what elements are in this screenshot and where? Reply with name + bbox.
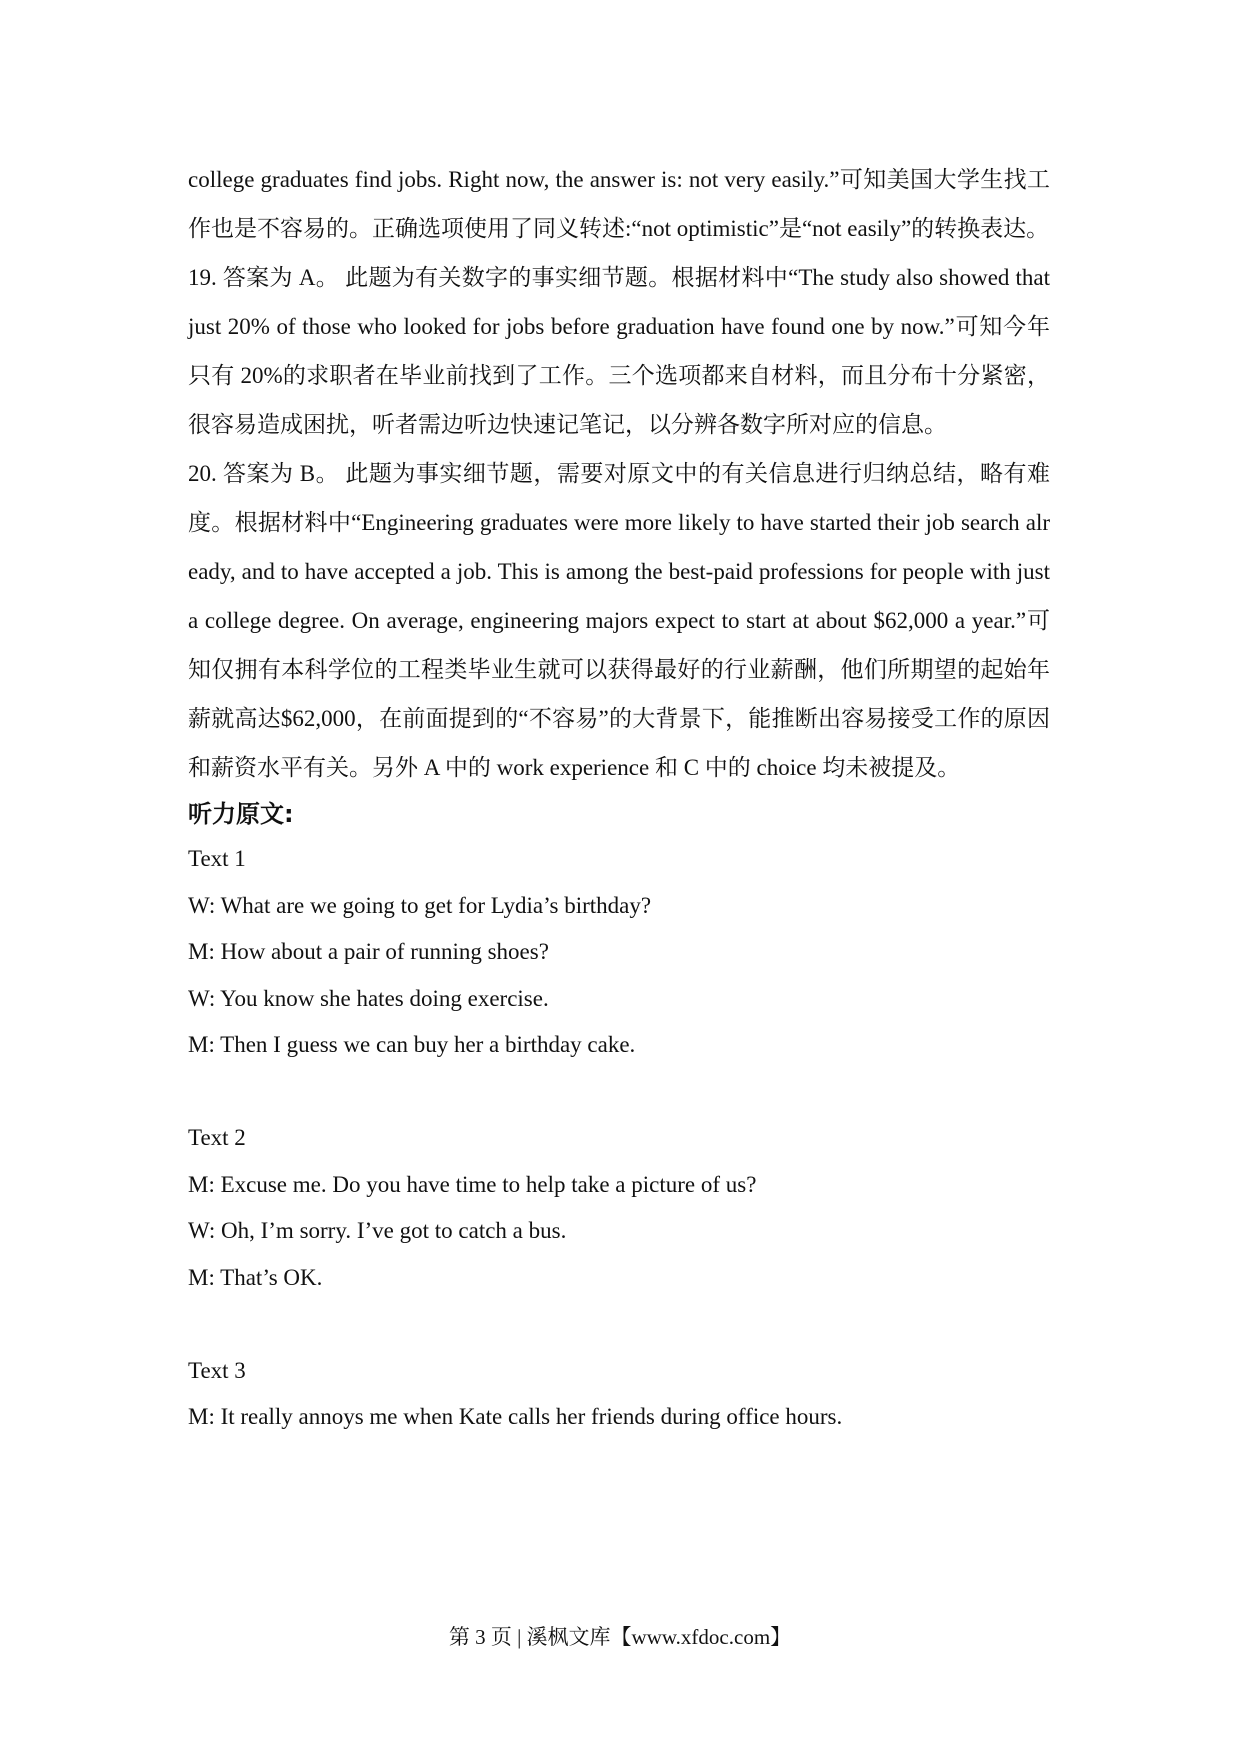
text-3-title: Text 3	[188, 1357, 246, 1383]
page-footer: 第 3 页 | 溪枫文库【www.xfdoc.com】	[448, 1625, 792, 1649]
spacer	[188, 1069, 1050, 1116]
paragraph-answer-18-continued: college graduates find jobs. Right now, the answer is: not very easily.”可知美国大学生找工作也是不容易的。正确选项使用了同义转述:“not optimistic”是“not easily”的转换表达。	[188, 167, 1050, 241]
paragraph-answer-19: 19. 答案为 A。 此题为有关数字的事实细节题。根据材料中“The study also showed that just 20% of those who looked for jobs before graduation have found one by now.”可知今年只有 20%的求职者在毕业前找到了工作。三个选项都来自材料，而且分布十分紧密，很容易造成困扰，听者需边听边快速记笔记，以分辨各数字所对应的信息。	[188, 265, 1050, 437]
dialogue-line: M: How about a pair of running shoes?	[188, 939, 549, 964]
transcript-heading: 听力原文:	[188, 800, 294, 828]
dialogue-line: M: That’s OK.	[188, 1264, 323, 1290]
dialogue-line: M: It really annoys me when Kate calls her friends during office hours.	[188, 1404, 843, 1429]
dialogue-line: M: Then I guess we can buy her a birthday cake.	[188, 1032, 636, 1057]
dialogue-line: M: Excuse me. Do you have time to help take a picture of us?	[188, 1171, 757, 1197]
text-2-title: Text 2	[188, 1125, 246, 1150]
spacer	[188, 1301, 1050, 1348]
dialogue-line: W: Oh, I’m sorry. I’ve got to catch a bus.	[188, 1218, 567, 1243]
dialogue-line: W: What are we going to get for Lydia’s birthday?	[188, 892, 652, 918]
dialogue-line: W: You know she hates doing exercise.	[188, 985, 549, 1011]
paragraph-answer-20: 20. 答案为 B。 此题为事实细节题，需要对原文中的有关信息进行归纳总结，略有难度。根据材料中“Engineering graduates were more likely to have started their job search already, and to have accepted a job. This is among the best-paid professions for people with just a college degree. On average, engineering majors expect to start at about $62,000 a year.”可知仅拥有本科学位的工程类毕业生就可以获得最好的行业薪酬，他们所期望的起始年薪就高达$62,000，在前面提到的“不容易”的大背景下，能推断出容易接受工作的原因和薪资水平有关。另外 A 中的 work experience 和 C 中的 choice 均未被提及。	[188, 461, 1050, 780]
text-1-title: Text 1	[188, 846, 246, 871]
document-body	[188, 155, 1050, 1441]
